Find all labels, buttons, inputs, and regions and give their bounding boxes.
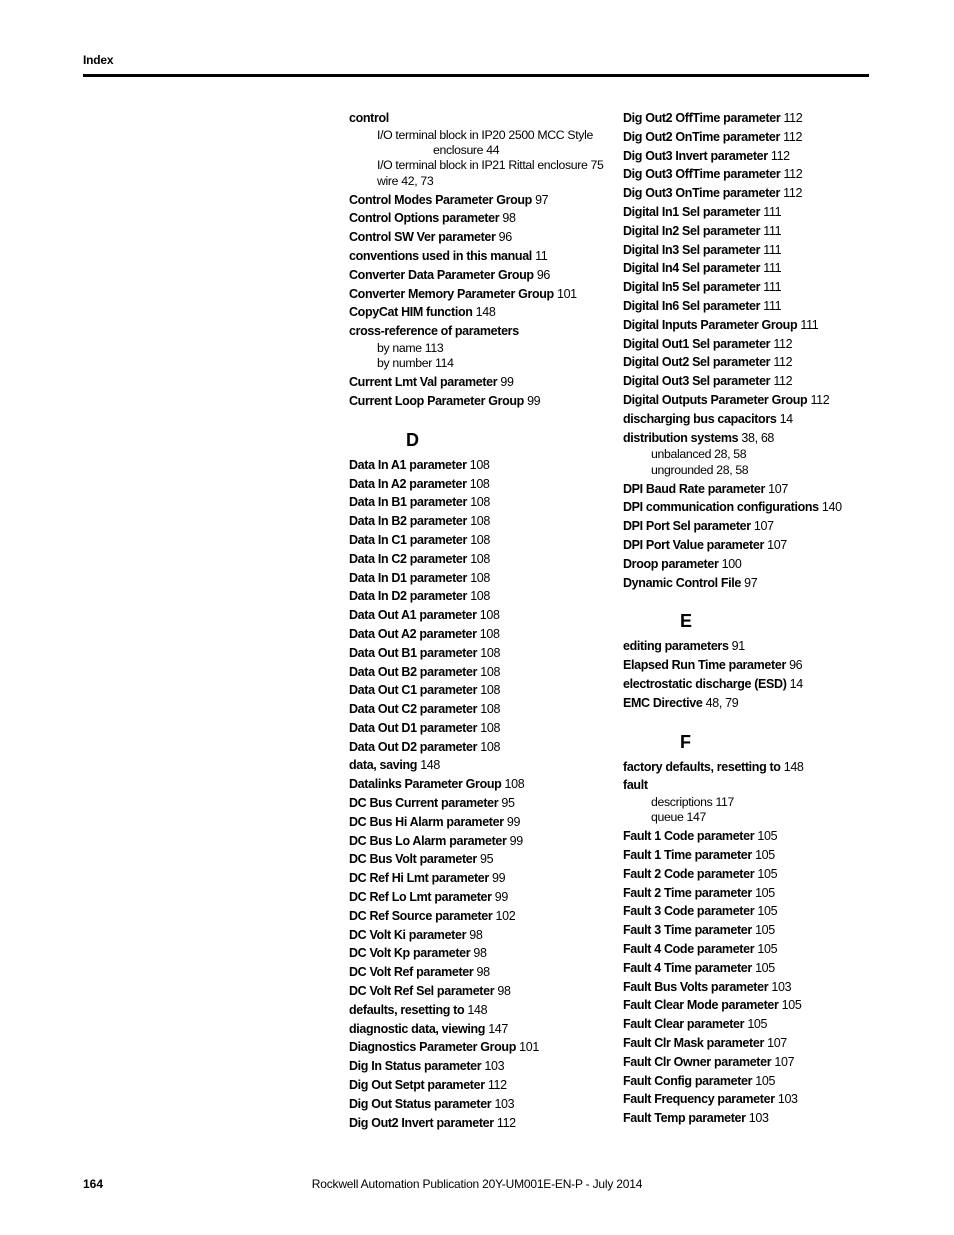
index-term: Diagnostics Parameter Group xyxy=(349,1040,516,1055)
index-column-left xyxy=(349,109,649,1132)
index-term: Data In D1 parameter xyxy=(349,570,468,585)
index-page-ref: 11 xyxy=(535,248,548,263)
index-entry xyxy=(623,827,883,846)
index-page-ref: 97 xyxy=(535,192,549,207)
page-number: 164 xyxy=(83,1177,104,1191)
index-entry xyxy=(349,512,649,531)
index-entry xyxy=(349,228,649,247)
index-letter-heading: E xyxy=(680,611,692,632)
index-entry xyxy=(623,353,883,372)
index-term: Data In A1 parameter xyxy=(349,457,467,472)
index-entry xyxy=(623,241,883,260)
index-page-ref: 111 xyxy=(763,204,782,219)
index-page-ref: 38, 68 xyxy=(741,430,775,445)
index-page-ref: 96 xyxy=(536,267,551,282)
index-entry xyxy=(623,694,883,713)
index-page-ref: 148 xyxy=(420,758,440,773)
index-page-ref: 148 xyxy=(783,759,804,774)
index-term: conventions used in this manual xyxy=(349,248,532,263)
index-entry xyxy=(349,1076,649,1095)
index-entry xyxy=(349,493,649,512)
index-subentry: unbalanced 28, 58 xyxy=(651,447,747,462)
index-entry xyxy=(349,392,649,411)
index-entry xyxy=(349,869,649,888)
index-entry xyxy=(349,644,649,663)
index-entry xyxy=(623,203,883,222)
index-term: diagnostic data, viewing xyxy=(349,1021,486,1036)
index-term: Data Out C2 parameter xyxy=(349,702,478,717)
index-term: DC Volt Ref Sel parameter xyxy=(349,984,495,999)
index-term: defaults, resetting to xyxy=(349,1002,465,1017)
index-entry xyxy=(623,846,883,865)
index-page-ref: 105 xyxy=(755,885,775,900)
index-page-ref: 98 xyxy=(469,927,483,942)
index-entry xyxy=(623,656,883,675)
index-subentry: queue 147 xyxy=(651,810,706,825)
index-term: DPI Port Sel parameter xyxy=(623,519,751,534)
index-term: DC Ref Lo Lmt parameter xyxy=(349,890,492,905)
index-term: Dig Out3 Invert parameter xyxy=(623,148,768,163)
index-entry xyxy=(623,865,883,884)
index-term: Dig Out2 Invert parameter xyxy=(349,1115,494,1130)
index-entry xyxy=(623,1034,883,1053)
index-entry xyxy=(349,1038,649,1057)
index-term: Dynamic Control File xyxy=(623,575,742,590)
index-page-ref: 108 xyxy=(480,645,501,660)
index-page-ref: 112 xyxy=(770,148,790,163)
index-term: Dig Out3 OffTime parameter xyxy=(623,167,781,182)
index-entry xyxy=(623,996,883,1015)
index-entry xyxy=(623,776,883,795)
index-term: Digital In5 Sel parameter xyxy=(623,280,761,295)
index-term: Dig Out2 OffTime parameter xyxy=(623,111,781,125)
index-entry xyxy=(349,1114,649,1133)
index-page-ref: 108 xyxy=(480,720,501,735)
index-entry xyxy=(349,663,649,682)
index-page-ref: 112 xyxy=(783,129,803,144)
index-term: Data In D2 parameter xyxy=(349,589,468,604)
index-term: Digital Out3 Sel parameter xyxy=(623,374,771,389)
index-entry xyxy=(623,391,883,410)
index-term: Fault 1 Code parameter xyxy=(623,829,755,844)
index-page-ref: 108 xyxy=(480,664,501,679)
index-page-ref: 148 xyxy=(467,1002,488,1017)
index-page-ref: 96 xyxy=(789,658,803,673)
index-term: Fault Clear parameter xyxy=(623,1017,745,1032)
index-term: electrostatic discharge (ESD) xyxy=(623,676,787,691)
index-entry xyxy=(349,963,649,982)
index-page-ref: 112 xyxy=(783,167,803,182)
index-entry xyxy=(349,794,649,813)
index-entry xyxy=(349,738,649,757)
index-term: Data Out B1 parameter xyxy=(349,645,478,660)
index-entry xyxy=(349,1020,649,1039)
index-term: DC Bus Current parameter xyxy=(349,796,499,811)
index-entry xyxy=(349,1057,649,1076)
index-page-ref: 48, 79 xyxy=(705,695,739,710)
index-page-ref: 95 xyxy=(501,796,515,811)
index-entry xyxy=(623,978,883,997)
index-term: DC Volt Ref parameter xyxy=(349,965,474,980)
index-entry xyxy=(623,109,883,128)
index-page-ref: 112 xyxy=(773,374,793,389)
index-term: Elapsed Run Time parameter xyxy=(623,658,786,673)
index-term: Data In C2 parameter xyxy=(349,551,468,566)
index-page-ref: 99 xyxy=(492,871,506,886)
index-page-ref: 99 xyxy=(506,814,521,829)
index-term: DPI Port Value parameter xyxy=(623,537,764,552)
index-term: Datalinks Parameter Group xyxy=(349,777,502,792)
index-term: Dig Out3 OnTime parameter xyxy=(623,186,781,201)
index-term: Control Options parameter xyxy=(349,211,500,226)
index-page-ref: 103 xyxy=(771,979,792,994)
index-term: Dig Out Setpt parameter xyxy=(349,1078,485,1093)
index-page-ref: 111 xyxy=(763,261,782,276)
index-page-ref: 108 xyxy=(470,589,490,604)
index-entry xyxy=(349,944,649,963)
index-page-ref: 103 xyxy=(494,1096,515,1111)
index-entry xyxy=(623,884,883,903)
index-term: editing parameters xyxy=(623,639,729,654)
index-entry xyxy=(623,335,883,354)
index-entry xyxy=(349,475,649,494)
index-entry xyxy=(623,184,883,203)
index-entry xyxy=(349,719,649,738)
index-page-ref: 100 xyxy=(721,556,742,571)
index-page-ref: 112 xyxy=(810,392,830,407)
index-entry xyxy=(349,775,649,794)
index-entry xyxy=(349,587,649,606)
index-term: Fault 2 Code parameter xyxy=(623,866,755,881)
index-term: Digital In2 Sel parameter xyxy=(623,223,761,238)
index-page-ref: 112 xyxy=(496,1115,516,1130)
index-page-ref: 108 xyxy=(470,495,490,510)
index-term: Fault Config parameter xyxy=(623,1073,753,1088)
index-page-ref: 99 xyxy=(494,890,509,905)
index-entry xyxy=(623,902,883,921)
index-term: Droop parameter xyxy=(623,556,719,571)
index-page-ref: 105 xyxy=(781,998,802,1013)
index-entry xyxy=(623,940,883,959)
index-entry xyxy=(623,758,883,777)
index-entry xyxy=(623,165,883,184)
index-page-ref: 99 xyxy=(500,375,514,390)
index-term: discharging bus capacitors xyxy=(623,411,777,426)
index-entry xyxy=(349,606,649,625)
index-subentry: I/O terminal block in IP21 Rittal enclosure 75 xyxy=(377,158,604,173)
index-entry xyxy=(623,372,883,391)
index-term: Digital In6 Sel parameter xyxy=(623,298,761,313)
index-term: Converter Data Parameter Group xyxy=(349,267,534,282)
index-page-ref: 108 xyxy=(504,777,525,792)
index-page-ref: 98 xyxy=(497,984,511,999)
index-page-ref: 147 xyxy=(488,1021,509,1036)
index-page-ref: 105 xyxy=(757,829,778,844)
index-term: Dig In Status parameter xyxy=(349,1059,482,1074)
index-page-ref: 108 xyxy=(469,457,490,472)
index-page-ref: 14 xyxy=(779,411,793,426)
index-page-ref: 107 xyxy=(767,1036,787,1051)
index-page-ref: 103 xyxy=(748,1111,769,1126)
index-column-right xyxy=(623,109,883,1128)
index-term: factory defaults, resetting to xyxy=(623,759,781,774)
index-term: Fault 3 Code parameter xyxy=(623,904,755,919)
index-page-ref: 107 xyxy=(774,1054,795,1069)
index-page-ref: 108 xyxy=(470,570,490,585)
index-entry xyxy=(623,222,883,241)
publication-footer: Rockwell Automation Publication 20Y-UM001E-EN-P - July 2014 xyxy=(311,1177,643,1191)
index-entry xyxy=(349,832,649,851)
index-page-ref: 112 xyxy=(487,1078,507,1093)
index-term: EMC Directive xyxy=(623,695,703,710)
index-entry xyxy=(349,888,649,907)
index-page-ref: 105 xyxy=(757,904,778,919)
index-entry xyxy=(623,574,883,593)
index-term: Fault 2 Time parameter xyxy=(623,885,752,900)
index-term: Digital In1 Sel parameter xyxy=(623,204,761,219)
index-term: Fault Bus Volts parameter xyxy=(623,979,769,994)
index-entry xyxy=(349,209,649,228)
index-term: Fault Clr Mask parameter xyxy=(623,1036,764,1051)
index-page-ref: 108 xyxy=(470,532,490,547)
index-entry xyxy=(623,128,883,147)
index-term: DC Ref Hi Lmt parameter xyxy=(349,871,489,886)
index-term: Data In B1 parameter xyxy=(349,495,468,510)
index-page-ref: 103 xyxy=(484,1059,505,1074)
index-page-ref: 148 xyxy=(475,305,496,320)
index-page-ref: 140 xyxy=(821,500,842,515)
index-entry xyxy=(623,555,883,574)
index-page-ref: 105 xyxy=(747,1017,768,1032)
index-entry xyxy=(349,813,649,832)
index-page-ref: 107 xyxy=(753,519,774,534)
index-term: Fault 4 Code parameter xyxy=(623,942,755,957)
index-page-ref: 112 xyxy=(783,111,803,125)
index-entry xyxy=(349,982,649,1001)
index-page-ref: 105 xyxy=(755,1073,776,1088)
index-page-ref: 105 xyxy=(755,923,775,938)
index-term: Data In B2 parameter xyxy=(349,514,468,529)
index-term: Digital Out2 Sel parameter xyxy=(623,355,771,370)
index-entry xyxy=(349,531,649,550)
running-header: Index xyxy=(83,53,114,67)
index-term: Control Modes Parameter Group xyxy=(349,192,532,207)
index-entry xyxy=(623,278,883,297)
index-term: Dig Out Status parameter xyxy=(349,1096,492,1111)
index-entry xyxy=(623,1090,883,1109)
index-entry xyxy=(349,926,649,945)
index-term: Current Lmt Val parameter xyxy=(349,375,498,390)
index-page-ref: 111 xyxy=(763,242,782,257)
index-term: Data Out D1 parameter xyxy=(349,720,478,735)
index-page-ref: 96 xyxy=(498,230,512,245)
index-term: Fault 1 Time parameter xyxy=(623,848,752,863)
index-page-ref: 105 xyxy=(757,942,778,957)
index-term: DPI Baud Rate parameter xyxy=(623,481,765,496)
index-term: Dig Out2 OnTime parameter xyxy=(623,129,781,144)
index-entry xyxy=(349,1095,649,1114)
index-entry xyxy=(349,550,649,569)
index-term: Current Loop Parameter Group xyxy=(349,393,524,408)
index-entry xyxy=(349,625,649,644)
index-entry xyxy=(623,297,883,316)
index-page-ref: 108 xyxy=(480,702,501,717)
index-term: DC Bus Volt parameter xyxy=(349,852,477,867)
index-term: Digital Outputs Parameter Group xyxy=(623,392,808,407)
index-term: Data In C1 parameter xyxy=(349,532,468,547)
index-page-ref: 108 xyxy=(470,514,490,529)
index-term: Fault Frequency parameter xyxy=(623,1092,775,1107)
index-letter-heading: F xyxy=(680,731,691,752)
index-subentry-continued: enclosure 44 xyxy=(433,143,500,158)
index-page-ref: 101 xyxy=(556,286,577,301)
index-page-ref: 111 xyxy=(763,223,782,238)
index-page-ref: 98 xyxy=(473,946,487,961)
index-page-ref: 91 xyxy=(731,639,745,654)
index-entry xyxy=(349,700,649,719)
index-term: Data Out C1 parameter xyxy=(349,683,478,698)
index-term: Fault 4 Time parameter xyxy=(623,960,752,975)
index-term: DC Volt Kp parameter xyxy=(349,946,471,961)
index-term: Fault Clear Mode parameter xyxy=(623,998,779,1013)
index-term: DC Volt Ki parameter xyxy=(349,927,467,942)
index-entry xyxy=(623,1109,883,1128)
index-page-ref: 107 xyxy=(768,481,788,496)
index-term: Data In A2 parameter xyxy=(349,476,467,491)
index-letter-heading: D xyxy=(406,429,419,450)
index-entry xyxy=(623,316,883,335)
index-entry xyxy=(623,1053,883,1072)
index-term: fault xyxy=(623,778,648,793)
index-page-ref: 105 xyxy=(755,848,775,863)
index-term: cross-reference of parameters xyxy=(349,324,519,339)
index-term: distribution systems xyxy=(623,430,739,445)
index-subentry: ungrounded 28, 58 xyxy=(651,462,749,477)
index-page-ref: 108 xyxy=(479,608,500,623)
index-page-ref: 101 xyxy=(519,1040,539,1055)
index-page-ref: 99 xyxy=(527,393,541,408)
index-entry xyxy=(623,921,883,940)
index-page-ref: 108 xyxy=(470,551,490,566)
index-page-ref: 14 xyxy=(789,676,803,691)
index-entry xyxy=(349,191,649,210)
index-entry xyxy=(349,322,649,341)
index-subentry: I/O terminal block in IP20 2500 MCC Style xyxy=(377,127,593,142)
index-entry xyxy=(623,498,883,517)
index-page-ref: 99 xyxy=(509,833,523,848)
index-entry xyxy=(623,410,883,429)
index-entry xyxy=(349,109,649,128)
index-term: Fault Clr Owner parameter xyxy=(623,1054,772,1069)
index-entry xyxy=(349,266,649,285)
index-term: Converter Memory Parameter Group xyxy=(349,286,554,301)
index-page-ref: 111 xyxy=(763,298,782,313)
index-term: Digital In4 Sel parameter xyxy=(623,261,761,276)
index-term: DC Ref Source parameter xyxy=(349,908,493,923)
index-term: DC Bus Lo Alarm parameter xyxy=(349,833,507,848)
index-entry xyxy=(623,480,883,499)
index-term: Digital Inputs Parameter Group xyxy=(623,317,798,332)
index-term: Data Out A1 parameter xyxy=(349,608,477,623)
index-page-ref: 108 xyxy=(469,476,490,491)
index-entry xyxy=(349,285,649,304)
index-page-ref: 112 xyxy=(783,186,803,201)
index-page-ref: 112 xyxy=(773,355,793,370)
header-rule xyxy=(83,74,869,77)
index-page-ref: 111 xyxy=(763,280,782,295)
index-entry xyxy=(623,259,883,278)
index-page-ref: 107 xyxy=(767,537,787,552)
index-entry xyxy=(623,959,883,978)
index-entry xyxy=(623,1015,883,1034)
index-entry xyxy=(623,147,883,166)
index-term: Control SW Ver parameter xyxy=(349,230,496,245)
index-subentry: by name 113 xyxy=(377,340,444,355)
index-term: Fault 3 Time parameter xyxy=(623,923,752,938)
index-entry xyxy=(349,850,649,869)
index-entry xyxy=(623,1072,883,1091)
index-page-ref: 103 xyxy=(777,1092,798,1107)
index-page-ref: 112 xyxy=(773,336,793,351)
index-term: DC Bus Hi Alarm parameter xyxy=(349,814,504,829)
index-term: control xyxy=(349,111,389,125)
index-page-ref: 98 xyxy=(476,965,490,980)
index-term: CopyCat HIM function xyxy=(349,305,473,320)
index-entry xyxy=(349,907,649,926)
index-entry xyxy=(349,756,649,775)
index-page-ref: 95 xyxy=(480,852,494,867)
index-page-ref: 97 xyxy=(744,575,758,590)
index-page-ref: 105 xyxy=(757,866,778,881)
index-term: data, saving xyxy=(349,758,418,773)
index-entry xyxy=(349,456,649,475)
index-entry xyxy=(623,637,883,656)
index-term: DPI communication configurations xyxy=(623,500,819,515)
index-entry xyxy=(349,569,649,588)
index-page-ref: 111 xyxy=(800,317,819,332)
index-page-ref: 102 xyxy=(495,908,516,923)
index-subentry: wire 42, 73 xyxy=(377,173,434,188)
index-entry xyxy=(623,675,883,694)
index-term: Digital In3 Sel parameter xyxy=(623,242,761,257)
index-entry xyxy=(623,517,883,536)
index-entry xyxy=(349,247,649,266)
index-page-ref: 98 xyxy=(502,211,516,226)
index-page-ref: 108 xyxy=(479,626,500,641)
index-subentry: by number 114 xyxy=(377,356,454,371)
index-term: Data Out B2 parameter xyxy=(349,664,478,679)
index-entry xyxy=(349,681,649,700)
index-entry xyxy=(349,1001,649,1020)
index-entry xyxy=(623,536,883,555)
index-entry xyxy=(349,303,649,322)
index-subentry: descriptions 117 xyxy=(651,795,735,810)
index-entry xyxy=(349,373,649,392)
index-page-ref: 108 xyxy=(480,739,501,754)
index-term: Data Out A2 parameter xyxy=(349,626,477,641)
index-term: Digital Out1 Sel parameter xyxy=(623,336,771,351)
index-term: Fault Temp parameter xyxy=(623,1111,746,1126)
index-entry xyxy=(623,429,883,448)
index-page-ref: 105 xyxy=(755,960,775,975)
index-term: Data Out D2 parameter xyxy=(349,739,478,754)
index-page-ref: 108 xyxy=(480,683,501,698)
